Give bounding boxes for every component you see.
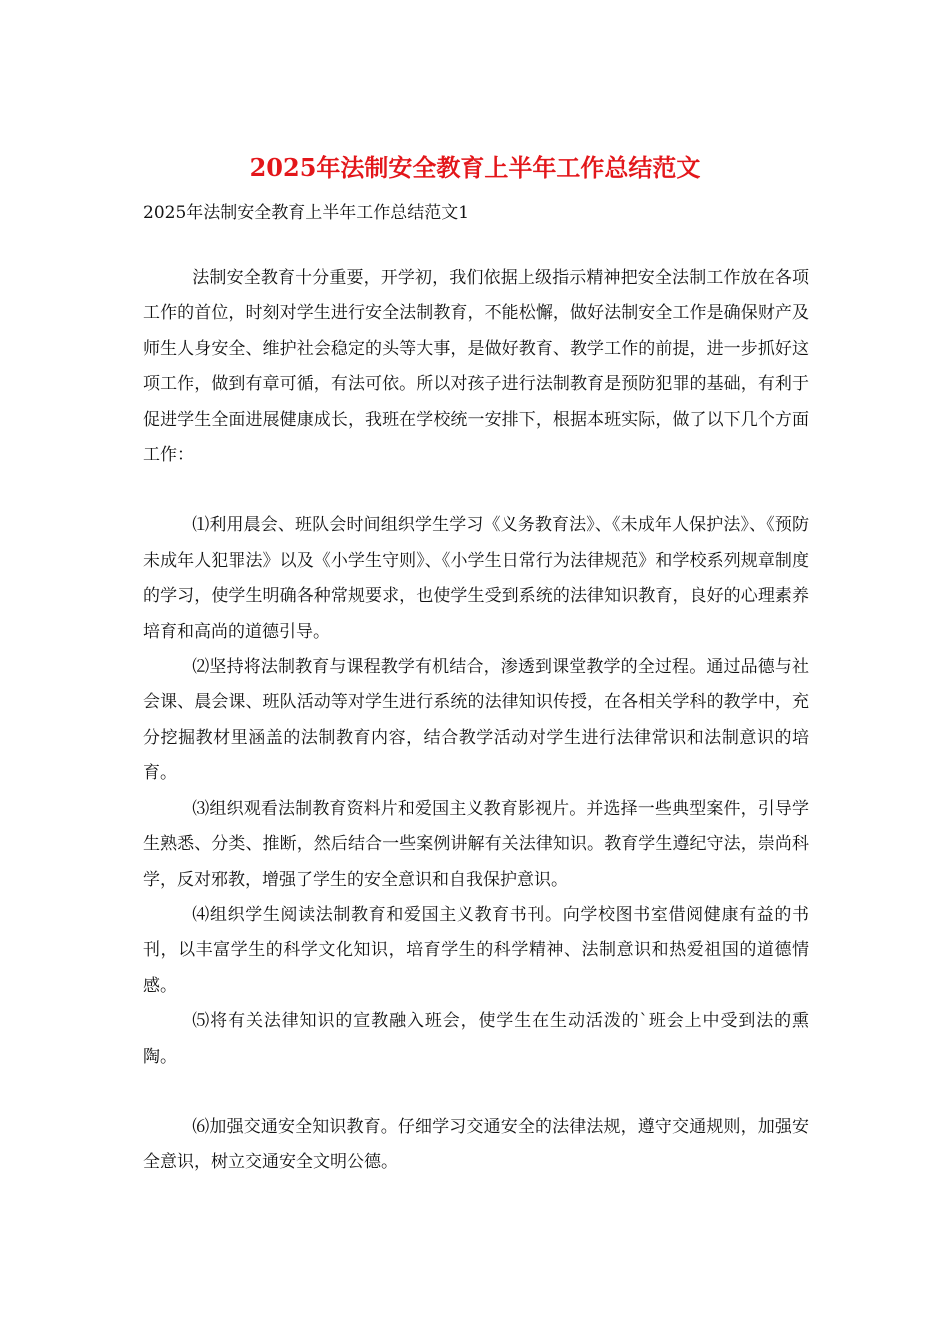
item-2-paragraph: ⑵坚持将法制教育与课程教学有机结合，渗透到课堂教学的全过程。通过品德与社会课、晨会课、班队活动等对学生进行系统的法律知识传授，在各相关学科的教学中，充分挖掘教材里涵盖的法制教育内容，结合教学活动对学生进行法律常识和法制意识的培育。 <box>143 657 809 784</box>
document-body <box>143 261 809 1181</box>
item-1-paragraph: ⑴利用晨会、班队会时间组织学生学习《义务教育法》、《未成年人保护法》、《预防未成年人犯罪法》以及《小学生守则》、《小学生日常行为法律规范》和学校系列规章制度的学习，使学生明确各种常规要求，也使学生受到系统的法律知识教育，良好的心理素养培育和高尚的道德引导。 <box>143 515 809 642</box>
item-3-paragraph: ⑶组织观看法制教育资料片和爱国主义教育影视片。并选择一些典型案件，引导学生熟悉、分类、推断，然后结合一些案例讲解有关法律知识。教育学生遵纪守法，崇尚科学，反对邪教，增强了学生的安全意识和自我保护意识。 <box>143 798 809 890</box>
item-6-paragraph: ⑹加强交通安全知识教育。仔细学习交通安全的法律法规，遵守交通规则，加强安全意识，树立交通安全文明公德。 <box>143 1116 809 1173</box>
item-5-paragraph: ⑸将有关法律知识的宣教融入班会，使学生在生动活泼的`班会上中受到法的熏陶。 <box>143 1011 809 1067</box>
item-4-paragraph: ⑷组织学生阅读法制教育和爱国主义教育书刊。向学校图书室借阅健康有益的书刊，以丰富学生的科学文化知识，培育学生的科学精神、法制意识和热爱祖国的道德情感。 <box>143 904 809 996</box>
document-title: 2025年法制安全教育上半年工作总结范文 <box>249 153 701 182</box>
document-subtitle: 2025年法制安全教育上半年工作总结范文1 <box>143 203 470 223</box>
intro-paragraph: 法制安全教育十分重要，开学初，我们依据上级指示精神把安全法制工作放在各项工作的首位，时刻对学生进行安全法制教育，不能松懈，做好法制安全工作是确保财产及师生人身安全、维护社会稳定的头等大事，是做好教育、教学工作的前提，进一步抓好这项工作，做到有章可循，有法可依。所以对孩子进行法制教育是预防犯罪的基础，有利于促进学生全面进展健康成长，我班在学校统一安排下，根据本班实际，做了以下几个方面工作： <box>143 268 809 466</box>
